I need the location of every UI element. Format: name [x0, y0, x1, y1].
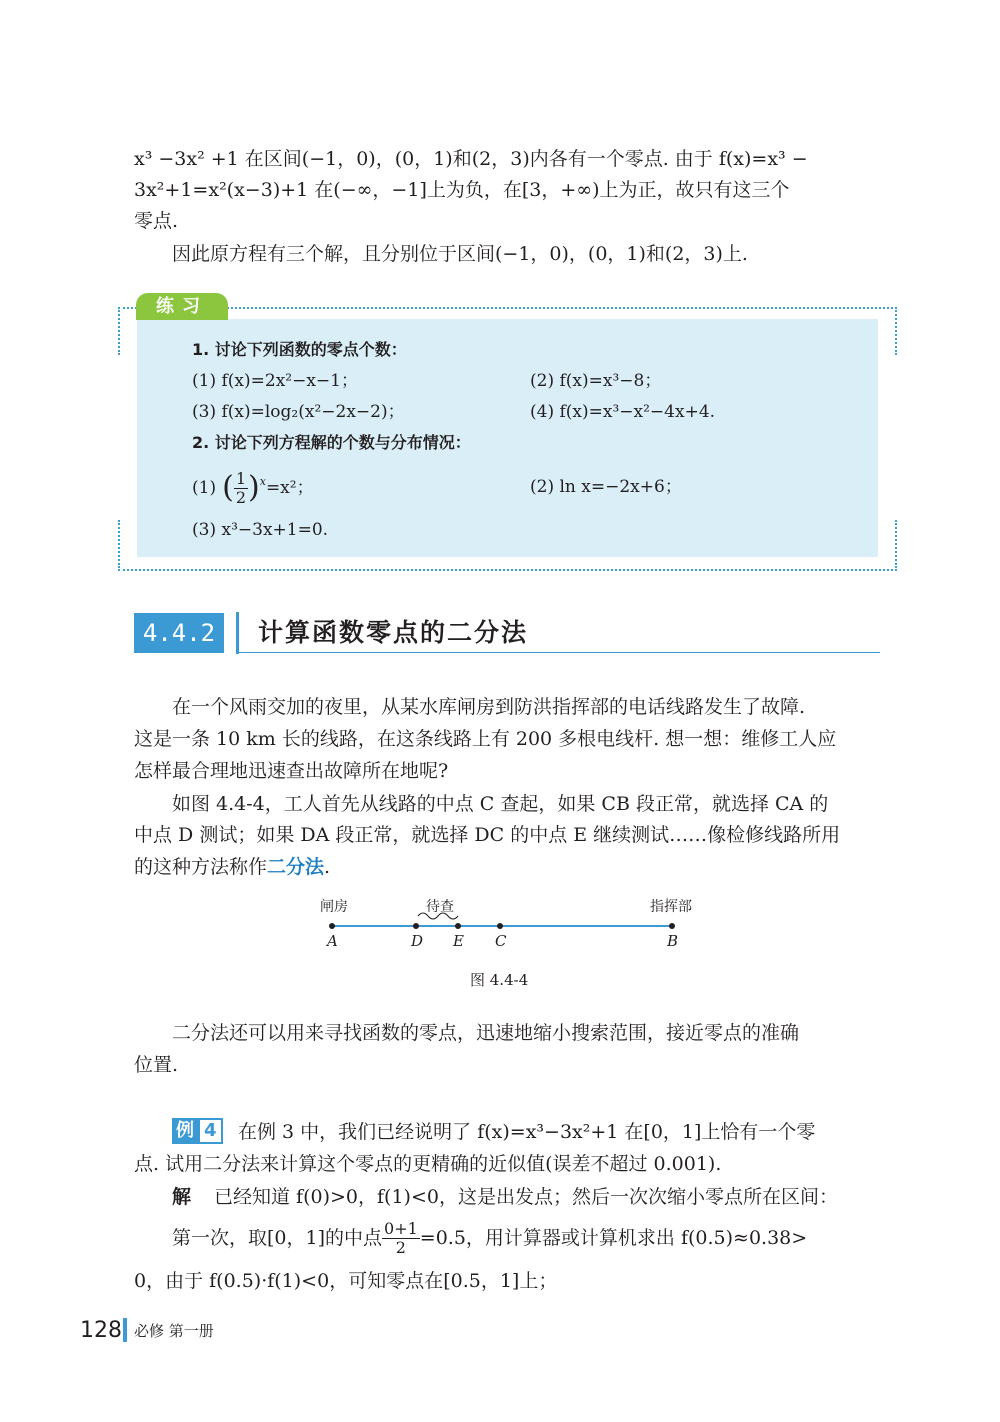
exercise-border-left-bottom	[118, 520, 120, 568]
p2-line-1: 如图 4.4-4，工人首先从线路的中点 C 查起，如果 CB 段正常，就选择 CA 的	[172, 793, 829, 815]
point-c	[497, 923, 503, 929]
point-b	[669, 923, 675, 929]
top-line-4: 因此原方程有三个解，且分别位于区间(−1，0)，(0，1)和(2，3)上.	[172, 243, 748, 265]
p2-line-3: 的这种方法称作二分法.	[134, 856, 331, 878]
solution-line-2: 第一次，取[0，1]的中点 $\frac{0+1}{2}$ =0.5，用计算器或计算机求出 f(0.5)≈0.38>	[172, 1218, 808, 1257]
exercise-border-right-bottom	[895, 520, 897, 568]
p2-line-2: 中点 D 测试；如果 DA 段正常，就选择 DC 的中点 E 继续测试……像检修线路所用	[134, 824, 841, 846]
figure-label-right: 指挥部	[650, 899, 692, 915]
exercise-q1-1: (1) f(x)=2x²−x−1；	[192, 371, 358, 391]
solution-line-1: 已经知道 f(0)>0，f(1)<0，这是出发点；然后一次次缩小零点所在区间：	[214, 1186, 838, 1208]
footer-divider	[123, 1318, 127, 1342]
point-a	[329, 923, 335, 929]
book-title: 必修 第一册	[134, 1322, 214, 1340]
example-tag-number: 4	[198, 1118, 223, 1144]
exercise-q2-1-prefix: (1)	[192, 478, 217, 498]
p1-line-1: 在一个风雨交加的夜里，从某水库闸房到防洪指挥部的电话线路发生了故障.	[172, 696, 806, 718]
p3-line-2: 位置.	[134, 1054, 179, 1076]
figure-caption: 图 4.4-4	[470, 971, 529, 989]
exercise-tag: 练习	[136, 293, 228, 320]
solution-fraction: $\frac{0+1}{2}$	[384, 1218, 418, 1257]
example-line-2: 点. 试用二分法来计算这个零点的更精确的近似值(误差不超过 0.001).	[134, 1153, 722, 1175]
figure-point-label-e: E	[453, 932, 464, 950]
p1-line-3: 怎样最合理地迅速查出故障所在地呢?	[134, 760, 449, 782]
p1-line-2: 这是一条 10 km 长的线路，在这条线路上有 200 多根电线杆. 想一想：维修工人应	[134, 728, 837, 750]
section-underline	[236, 652, 880, 653]
top-line-1: x³ −3x² +1 在区间(−1，0)，(0，1)和(2，3)内各有一个零点. 由于 f(x)=x³ −	[134, 148, 808, 170]
page-number: 128	[80, 1318, 122, 1343]
section-title: 计算函数零点的二分法	[258, 618, 529, 647]
solution-label: 解	[172, 1186, 192, 1208]
figure-label-mid: 待查	[426, 899, 454, 915]
exercise-q2-title: 2. 讨论下列方程解的个数与分布情况：	[192, 433, 471, 452]
keyword-bisection: 二分法	[267, 856, 325, 878]
point-d	[413, 923, 419, 929]
figure-point-label-d: D	[411, 932, 424, 950]
exercise-q2-1: (1) ( $\frac{1}{2}$ ) x =x²；	[192, 468, 314, 507]
exercise-q2-1-fraction: $\frac{1}{2}$	[235, 468, 246, 507]
figure-point-label-c: C	[495, 932, 507, 950]
section-divider	[236, 612, 239, 654]
section-number: 4.4.2	[134, 613, 224, 653]
figure-point-label-a: A	[327, 932, 338, 950]
figure-point-label-b: B	[667, 932, 679, 950]
exercise-q2-1-rest: =x²；	[265, 478, 314, 498]
example-tag	[172, 1118, 223, 1144]
exercise-border-left-top	[118, 307, 120, 355]
exercise-q1-3: (3) f(x)=log₂(x²−2x−2)；	[192, 402, 405, 422]
solution-line-3: 0，由于 f(0.5)·f(1)<0，可知零点在[0.5，1]上；	[134, 1270, 558, 1292]
example-tag-label: 例	[172, 1118, 198, 1144]
exercise-q2-3: (3) x³−3x+1=0.	[192, 520, 329, 540]
exercise-q1-2: (2) f(x)=x³−8；	[530, 371, 662, 391]
exercise-border-right-top	[895, 307, 897, 355]
p3-line-1: 二分法还可以用来寻找函数的零点，迅速地缩小搜索范围，接近零点的准确	[172, 1022, 800, 1044]
top-line-2: 3x²+1=x²(x−3)+1 在(−∞，−1]上为负，在[3，+∞)上为正，故只有这三个	[134, 179, 790, 201]
example-line-1: 在例 3 中，我们已经说明了 f(x)=x³−3x²+1 在[0，1]上恰有一个零	[238, 1121, 816, 1143]
exercise-q1-title: 1. 讨论下列函数的零点个数：	[192, 340, 407, 359]
top-line-3: 零点.	[134, 210, 179, 232]
exercise-q1-4: (4) f(x)=x³−x²−4x+4.	[530, 402, 716, 422]
figure-label-left: 闸房	[320, 899, 348, 915]
point-e	[455, 923, 461, 929]
exercise-q2-2: (2) ln x=−2x+6；	[530, 477, 682, 497]
